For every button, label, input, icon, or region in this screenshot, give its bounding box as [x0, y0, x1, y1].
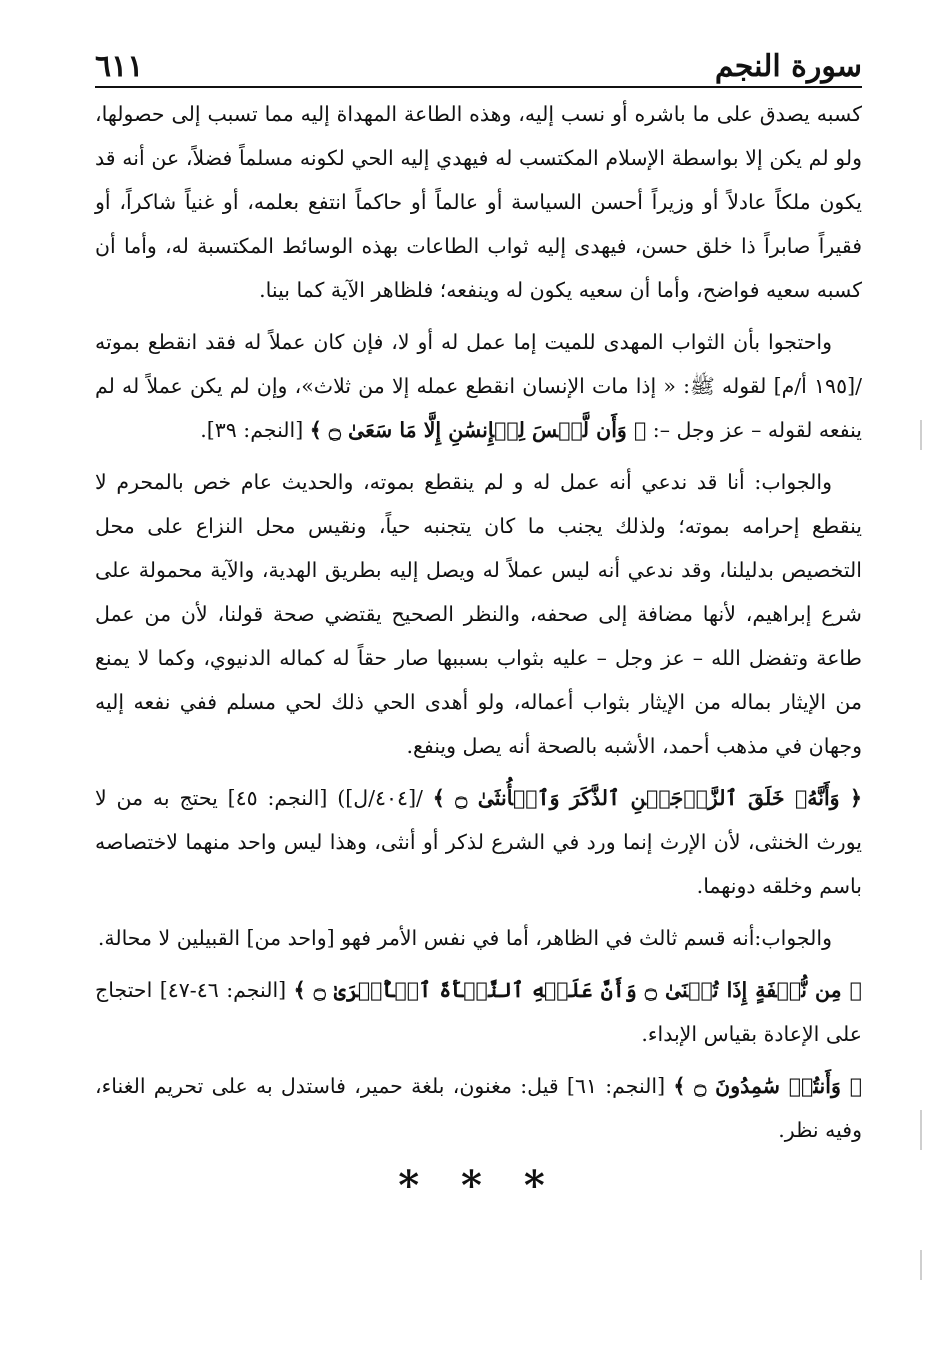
paragraph-2-quran-verse: ﴿ وَأَن لَّيۡسَ لِلۡإِنسَٰنِ إِلَّا مَا سَعَىٰ ۝ ﴾ [309, 418, 647, 442]
page-number: ٦١١ [95, 49, 144, 84]
page-body [95, 92, 863, 1209]
paragraph-1 [95, 92, 862, 312]
paragraph-6 [95, 968, 862, 1056]
paragraph-6-text-after: [النجم: ٤٦-٤٧] احتجاج على الإعادة بقياس الإبداء. [95, 978, 862, 1046]
page-edge-mark [920, 420, 922, 450]
paragraph-7-quran-verse: ﴿ وَأَنتُمۡ سَٰمِدُونَ ۝ ﴾ [673, 1074, 863, 1098]
page-edge-mark [920, 1250, 922, 1280]
paragraph-3 [95, 460, 862, 768]
page-edge-mark [920, 1110, 922, 1150]
paragraph-5 [95, 916, 862, 960]
section-separator: * * * [398, 1162, 559, 1209]
paragraph-1-text: كسبه يصدق على ما باشره أو نسب إليه، وهذه الطاعة المهداة إليه مما تسبب إلى حصولها، ولو لم يكن إلا بواسطة الإسلام المكتسب له فيهدي إليه الحي لكونه مسلماً فضلاً، عن أنه قد يكون ملكاً عادلاً أو وزيراً أحسن السياسة أو عالماً أو حاكماً انتفع بعلمه، أو غنياً شاكراً، أو فقيراً صابراً ذا خلق حسن، فيهدى إليه ثواب الطاعات بهذه الوسائط المكتسبة له، وأما أن كسبه سعيه فواضح، وأما أن سعيه يكون له وينفعه؛ فلظاهر الآية كما بينا. [95, 102, 862, 302]
page-header [95, 22, 862, 88]
surah-title: سورة النجم [714, 49, 862, 84]
paragraph-6-quran-verse: ﴿ مِن نُّطۡفَةٍ إِذَا تُمۡنَىٰ ۝ وَأَنَّ عَلَيۡهِ ٱلنَّشۡأَةَ ٱلۡأُخۡرَىٰ ۝ ﴾ [293, 978, 862, 1002]
paragraph-4-text-after: /[٤٠٤/ل]) [النجم: ٤٥] يحتج به من لا يورث الخنثى، لأن الإرث إنما ورد في الشرع لذكر أو أنثى، وهذا ليس واحد منهما لاختصاصه باسم وخلقه دونهما. [95, 786, 862, 898]
paragraph-2-text-before: واحتجوا بأن الثواب المهدى للميت إما عمل له أو لا، فإن كان عملاً له فقد انقطع بموته /[١٩٥ أ/م] لقوله ﷺ: « إذا مات الإنسان انقطع عمله إلا من ثلاث»، وإن لم يكن عملاً له لم ينفعه لقوله – عز وجل –: [95, 330, 862, 442]
paragraph-7 [95, 1064, 862, 1152]
paragraph-2 [95, 320, 862, 452]
paragraph-4 [95, 776, 862, 908]
paragraph-7-text-after: [النجم: ٦١] قيل: مغنون، بلغة حمير، فاستدل به على تحريم الغناء، وفيه نظر. [95, 1074, 862, 1142]
paragraph-5-text: والجواب:أنه قسم ثالث في الظاهر، أما في نفس الأمر فهو [واحد من] القبيلين لا محالة. [97, 926, 832, 950]
paragraph-2-text-after: [النجم: ٣٩]. [200, 418, 310, 442]
paragraph-3-text: والجواب: أنا قد ندعي أنه عمل له و لم ينقطع بموته، والحديث عام خص بالمحرم لا ينقطع إحرامه بموته؛ ولذلك يجنب ما كان يتجنبه حياً، ونقيس محل النزاع على محل التخصيص بدليلنا، وقد ندعي أنه ليس عملاً له ويصل إليه بطريق الهدية، والآية محمولة على شرع إبراهيم، لأنها مضافة إلى صحفه، والنظر الصحيح يقتضي صحة قولنا، لأن من عمل طاعة وتفضل الله – عز وجل – عليه بثواب بسببها صار حقاً له كماله الدنيوي، وكما لا يمنع من الإيثار بماله من الإيثار بثواب أعماله، ولو أهدى الحي ذلك لحي مسلم ففي نفعه إليه وجهان في مذهب أحمد، الأشبه بالصحة أنه يصل وينفع. [95, 470, 862, 758]
paragraph-4-quran-verse: ﴿ وَأَنَّهُۥ خَلَقَ ٱلزَّوۡجَيۡنِ ٱلذَّكَرَ وَٱلۡأُنثَىٰ ۝ ﴾ [432, 786, 862, 810]
